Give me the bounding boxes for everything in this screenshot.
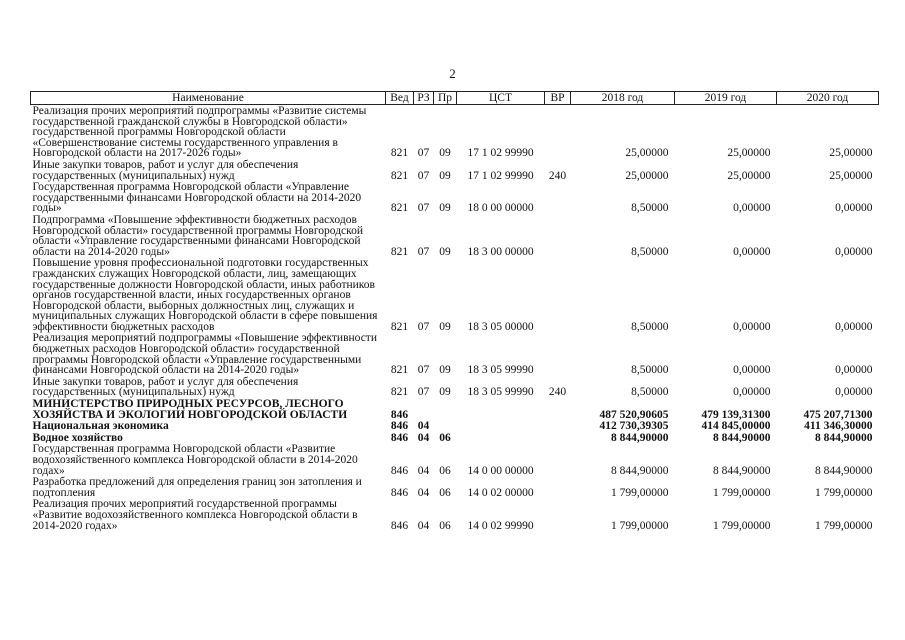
cell-pr xyxy=(434,420,457,432)
cell-name: Подпрограмма «Повышение эффективности бюджетных расходов Новгородской области» государственной программы Новгородской области «Управление государственными финансами Новгородской области на 2014-2020 годы» xyxy=(32,213,364,258)
cell-cst xyxy=(457,420,545,432)
cell-2018: 8,50000 xyxy=(631,320,669,333)
cell-rz: 07 xyxy=(417,386,430,399)
cell-2018: 8 844,90000 xyxy=(611,431,669,444)
cell-name: Повышение уровня профессиональной подготовки государственных гражданских служащих Новгородской области, лиц, замещающих государственные должности Новгородской области, иных работников органов государственной власти, иных государственных органов Новгородской области, выборных должностных лиц, служащих и муниципальных служащих Новгородской области в сфере повышения эффективности бюджетных расходов xyxy=(32,257,378,333)
cell-pr xyxy=(434,398,457,420)
table-header xyxy=(31,92,879,105)
cell-rz: 07 xyxy=(417,245,430,258)
cell-name: Национальная экономика xyxy=(32,420,169,433)
cell-ved: 821 xyxy=(390,364,409,377)
table-row xyxy=(31,432,879,444)
cell-pr: 09 xyxy=(439,364,451,377)
cell-ved: 846 xyxy=(390,431,409,444)
cell-2020: 8 844,90000 xyxy=(815,464,873,477)
cell-rz: 07 xyxy=(417,147,430,160)
header-name: Наименование xyxy=(31,92,386,105)
cell-2020: 0,00000 xyxy=(835,386,873,399)
header-cst: ЦСТ xyxy=(457,92,545,105)
cell-name: Водное хозяйство xyxy=(32,431,123,444)
table-body xyxy=(31,105,879,532)
cell-2019: 0,00000 xyxy=(733,245,771,258)
table-row xyxy=(31,398,879,420)
cell-2019: 8 844,90000 xyxy=(713,464,771,477)
cell-ved: 821 xyxy=(390,202,409,215)
cell-ved: 846 xyxy=(390,519,409,532)
cell-pr: 06 xyxy=(439,431,451,444)
cell-2020: 1 799,00000 xyxy=(815,486,873,499)
cell-2020: 25,00000 xyxy=(829,169,873,182)
cell-ved: 821 xyxy=(390,386,409,399)
cell-vr xyxy=(545,105,571,159)
cell-pr: 09 xyxy=(439,169,451,182)
budget-table xyxy=(30,91,879,531)
cell-vr xyxy=(545,476,571,498)
table-row xyxy=(31,498,879,531)
cell-vr xyxy=(545,498,571,531)
cell-2020: 475 207,71300 xyxy=(803,408,873,421)
cell-rz: 07 xyxy=(417,320,430,333)
cell-rz: 04 xyxy=(417,464,430,477)
cell-2019: 414 845,00000 xyxy=(701,420,771,433)
cell-rz: 04 xyxy=(417,431,430,444)
cell-vr xyxy=(545,398,571,420)
cell-rz: 07 xyxy=(417,169,430,182)
cell-cst: 14 0 02 99990 xyxy=(467,519,534,532)
cell-name: Разработка предложений для определения границ зон затопления и подтопления xyxy=(32,476,362,499)
cell-pr: 06 xyxy=(439,464,451,477)
cell-name: Иные закупки товаров, работ и услуг для обеспечения государственных (муниципальных) нужд xyxy=(32,375,299,399)
cell-cst: 14 0 02 00000 xyxy=(467,486,534,499)
header-ved: Вед xyxy=(386,92,414,105)
cell-ved: 821 xyxy=(390,169,409,182)
cell-2020: 0,00000 xyxy=(835,245,873,258)
cell-cst: 17 1 02 99990 xyxy=(467,147,534,160)
table-row xyxy=(31,181,879,214)
cell-vr xyxy=(545,181,571,214)
cell-rz: 07 xyxy=(417,202,430,215)
cell-2020: 0,00000 xyxy=(835,364,873,377)
cell-2019: 1 799,00000 xyxy=(713,519,771,532)
table-row xyxy=(31,443,879,476)
cell-2018: 25,00000 xyxy=(625,169,669,182)
header-vr: ВР xyxy=(545,92,571,105)
cell-name: Иные закупки товаров, работ и услуг для обеспечения государственных (муниципальных) нужд xyxy=(32,158,299,182)
header-2018: 2018 год xyxy=(571,92,675,105)
table-row xyxy=(31,159,879,181)
cell-2018: 412 730,39305 xyxy=(599,420,669,433)
cell-pr: 06 xyxy=(439,486,451,499)
cell-cst xyxy=(457,432,545,444)
cell-vr xyxy=(545,432,571,444)
cell-2019: 0,00000 xyxy=(733,386,771,399)
cell-2020: 25,00000 xyxy=(829,147,873,160)
cell-2018: 8 844,90000 xyxy=(611,464,669,477)
table-row xyxy=(31,257,879,332)
cell-2018: 1 799,00000 xyxy=(611,486,669,499)
cell-vr xyxy=(545,214,571,257)
cell-2018: 487 520,90605 xyxy=(599,408,669,421)
cell-cst: 18 3 00 00000 xyxy=(467,245,534,258)
cell-2020: 0,00000 xyxy=(835,202,873,215)
cell-cst: 18 0 00 00000 xyxy=(467,202,534,215)
cell-pr: 09 xyxy=(439,320,451,333)
cell-name: Государственная программа Новгородской области «Развитие водохозяйственного комплекса Новгородской области в 2014-2020 годах» xyxy=(32,443,358,477)
cell-ved: 821 xyxy=(390,245,409,258)
page-number: 2 xyxy=(449,66,456,81)
cell-2019: 25,00000 xyxy=(727,169,771,182)
header-pr: Пр xyxy=(434,92,457,105)
table-row xyxy=(31,214,879,257)
cell-name: Реализация мероприятий подпрограммы «Повышение эффективности бюджетных расходов Новгородской области» государственной программы Новгородской области «Управление государственными финансами Новгородской области на 2014-2020 годы» xyxy=(32,332,377,377)
cell-rz: 04 xyxy=(417,486,430,499)
cell-2019: 25,00000 xyxy=(727,147,771,160)
cell-cst xyxy=(457,398,545,420)
cell-2020: 411 346,30000 xyxy=(804,420,873,433)
cell-2018: 1 799,00000 xyxy=(611,519,669,532)
cell-ved: 846 xyxy=(390,464,409,477)
cell-rz: 04 xyxy=(417,420,430,433)
cell-2020: 1 799,00000 xyxy=(815,519,873,532)
cell-rz: 04 xyxy=(417,519,430,532)
cell-2019: 479 139,31300 xyxy=(701,408,771,421)
cell-2019: 0,00000 xyxy=(733,364,771,377)
cell-pr: 09 xyxy=(439,147,451,160)
cell-2020: 0,00000 xyxy=(835,320,873,333)
cell-ved: 846 xyxy=(390,408,409,421)
cell-pr: 09 xyxy=(439,386,451,399)
cell-cst: 17 1 02 99990 xyxy=(467,169,534,182)
cell-ved: 821 xyxy=(390,320,409,333)
cell-vr xyxy=(545,257,571,332)
cell-name: МИНИСТЕРСТВО ПРИРОДНЫХ РЕСУРСОВ, ЛЕСНОГО ХОЗЯЙСТВА И ЭКОЛОГИИ НОВГОРОДСКОЙ ОБЛАСТИ xyxy=(32,398,348,421)
cell-ved: 821 xyxy=(390,147,409,160)
cell-cst: 18 3 05 99990 xyxy=(467,386,534,399)
cell-rz: 07 xyxy=(417,364,430,377)
table-row xyxy=(31,332,879,375)
cell-pr: 09 xyxy=(439,202,451,215)
header-2020: 2020 год xyxy=(777,92,879,105)
cell-vr xyxy=(545,420,571,432)
table-row xyxy=(31,420,879,432)
table-row xyxy=(31,476,879,498)
table-row xyxy=(31,105,879,159)
cell-cst: 18 3 05 00000 xyxy=(467,320,534,333)
cell-2018: 25,00000 xyxy=(625,147,669,160)
cell-name: Реализация прочих мероприятий подпрограммы «Развитие системы государственной гражданской службы в Новгородской области» государственной программы Новгородской области «Совершенствование системы государственного управления в Новгородской области на 2017-2026 годы» xyxy=(32,105,367,160)
cell-vr xyxy=(545,443,571,476)
cell-2019: 0,00000 xyxy=(733,320,771,333)
cell-vr: 240 xyxy=(548,386,567,399)
cell-vr xyxy=(545,332,571,375)
cell-2019: 1 799,00000 xyxy=(713,486,771,499)
cell-ved: 846 xyxy=(390,420,409,433)
cell-cst: 18 3 05 99990 xyxy=(467,364,534,377)
cell-2019: 0,00000 xyxy=(733,202,771,215)
cell-ved: 846 xyxy=(390,486,409,499)
cell-pr: 09 xyxy=(439,245,451,258)
cell-2018: 8,50000 xyxy=(631,202,669,215)
cell-rz xyxy=(414,398,434,420)
cell-name: Реализация прочих мероприятий государственной программы «Развитие водохозяйственного комплекса Новгородской области в 2014-2020 годах» xyxy=(32,498,358,532)
cell-2018: 8,50000 xyxy=(631,245,669,258)
cell-2020: 8 844,90000 xyxy=(815,431,873,444)
cell-cst: 14 0 00 00000 xyxy=(467,464,534,477)
cell-2018: 8,50000 xyxy=(631,364,669,377)
cell-name: Государственная программа Новгородской области «Управление государственными финансами Новгородской области на 2014-2020 годы» xyxy=(32,181,362,215)
cell-pr: 06 xyxy=(439,519,451,532)
cell-vr: 240 xyxy=(548,169,567,182)
header-rz: РЗ xyxy=(414,92,434,105)
table-row xyxy=(31,376,879,398)
cell-2018: 8,50000 xyxy=(631,386,669,399)
header-2019: 2019 год xyxy=(675,92,777,105)
cell-2019: 8 844,90000 xyxy=(713,431,771,444)
